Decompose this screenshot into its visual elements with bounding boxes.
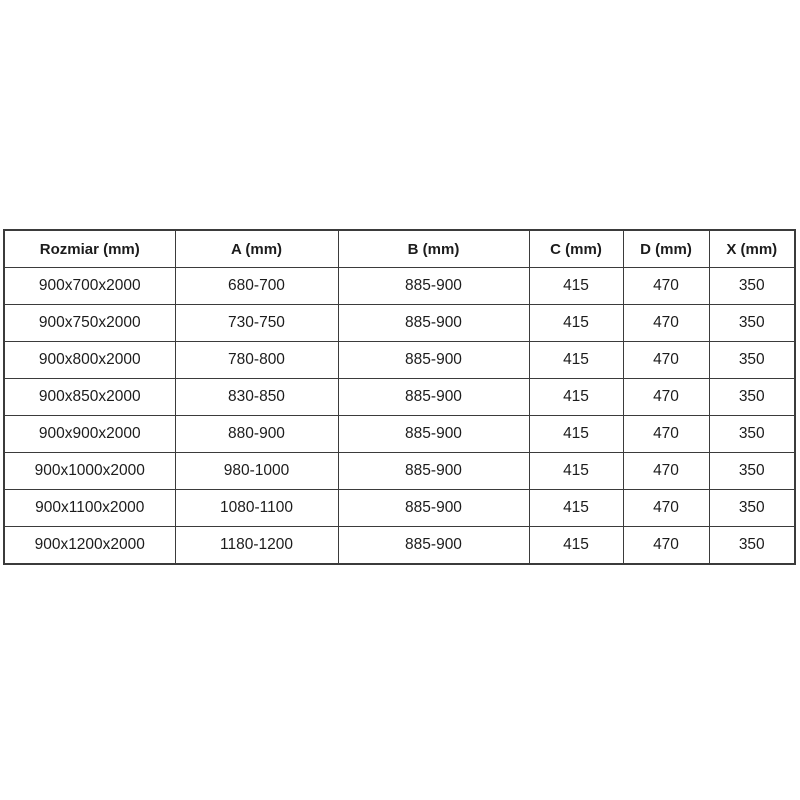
table-cell: 350: [709, 305, 795, 342]
table-cell: 350: [709, 527, 795, 565]
table-cell: 470: [623, 527, 709, 565]
table-cell: 730-750: [175, 305, 338, 342]
table-cell: 350: [709, 342, 795, 379]
table-cell: 415: [529, 527, 623, 565]
column-header-c: C (mm): [529, 230, 623, 268]
table-cell: 1080-1100: [175, 490, 338, 527]
table-cell: 900x1000x2000: [4, 453, 175, 490]
table-cell: 415: [529, 453, 623, 490]
table-cell: 885-900: [338, 416, 529, 453]
table-row: [4, 527, 795, 565]
table-cell: 350: [709, 453, 795, 490]
column-header-x: X (mm): [709, 230, 795, 268]
table-cell: 885-900: [338, 268, 529, 305]
table-body: [4, 268, 795, 565]
table-cell: 900x700x2000: [4, 268, 175, 305]
table-cell: 415: [529, 490, 623, 527]
table-cell: 415: [529, 342, 623, 379]
table-cell: 885-900: [338, 453, 529, 490]
table-header-row: [4, 230, 795, 268]
table-cell: 900x900x2000: [4, 416, 175, 453]
table-cell: 680-700: [175, 268, 338, 305]
table-cell: 885-900: [338, 342, 529, 379]
column-header-d: D (mm): [623, 230, 709, 268]
table-cell: 350: [709, 268, 795, 305]
table-cell: 350: [709, 416, 795, 453]
table-row: [4, 490, 795, 527]
table-cell: 350: [709, 379, 795, 416]
table-cell: 415: [529, 305, 623, 342]
table-cell: 885-900: [338, 305, 529, 342]
table-cell: 885-900: [338, 379, 529, 416]
table-cell: 470: [623, 268, 709, 305]
table-cell: 900x1100x2000: [4, 490, 175, 527]
table-row: [4, 379, 795, 416]
table-row: [4, 416, 795, 453]
table-cell: 415: [529, 416, 623, 453]
table-cell: 830-850: [175, 379, 338, 416]
table-cell: 885-900: [338, 527, 529, 565]
table-cell: 470: [623, 305, 709, 342]
table-cell: 880-900: [175, 416, 338, 453]
dimensions-spec-table: [3, 229, 796, 565]
table-row: [4, 453, 795, 490]
table-cell: 350: [709, 490, 795, 527]
column-header-rozmiar: Rozmiar (mm): [4, 230, 175, 268]
table-cell: 470: [623, 342, 709, 379]
table-row: [4, 305, 795, 342]
table-cell: 415: [529, 379, 623, 416]
table-cell: 900x750x2000: [4, 305, 175, 342]
table-cell: 885-900: [338, 490, 529, 527]
table-cell: 470: [623, 490, 709, 527]
table-cell: 470: [623, 453, 709, 490]
table-row: [4, 342, 795, 379]
column-header-a: A (mm): [175, 230, 338, 268]
table-row: [4, 268, 795, 305]
table-cell: 900x1200x2000: [4, 527, 175, 565]
table-cell: 900x850x2000: [4, 379, 175, 416]
table-cell: 980-1000: [175, 453, 338, 490]
column-header-b: B (mm): [338, 230, 529, 268]
table-cell: 415: [529, 268, 623, 305]
table-cell: 900x800x2000: [4, 342, 175, 379]
table-cell: 470: [623, 379, 709, 416]
table-cell: 780-800: [175, 342, 338, 379]
table-cell: 470: [623, 416, 709, 453]
table-cell: 1180-1200: [175, 527, 338, 565]
